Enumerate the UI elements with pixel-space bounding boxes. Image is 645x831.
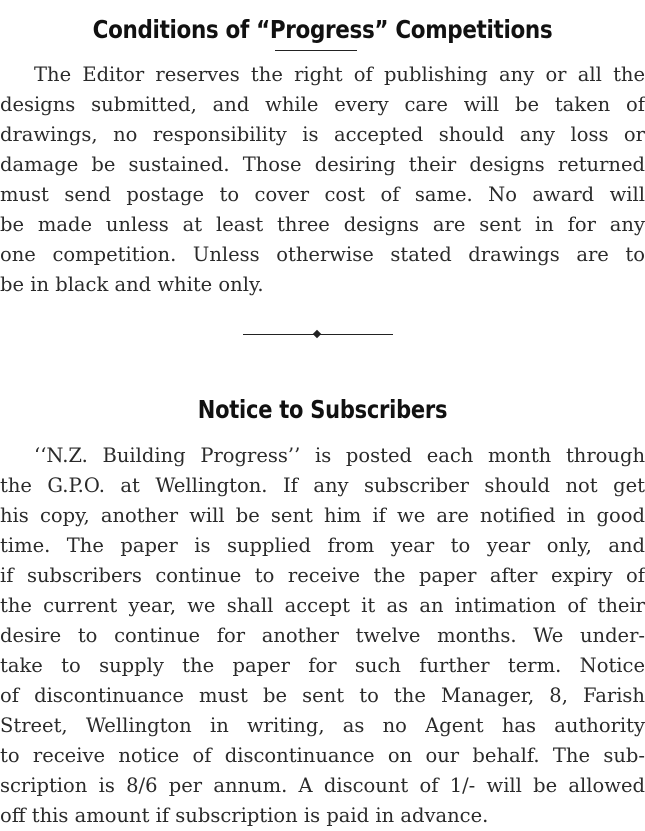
paragraph-line: the G.P.O. at Wellington. If any subscriber should not get [0, 474, 645, 497]
paragraph-line: take to supply the paper for such further term. Notice [0, 654, 645, 677]
paragraph-line: designs submitted, and while every care will be taken of [0, 93, 645, 116]
paragraph-line: off this amount if subscription is paid in advance. [0, 804, 489, 827]
heading-underline-rule [275, 50, 357, 51]
paragraph-line: damage be sustained. Those desiring their designs returned [0, 153, 645, 176]
notice-heading: Notice to Subscribers [197, 394, 448, 424]
paragraph-line: be in black and white only. [0, 273, 264, 296]
divider-diamond-ornament [313, 330, 321, 338]
paragraph-line: The Editor reserves the right of publishing any or all the [34, 63, 645, 86]
paragraph-line: the current year, we shall accept it as an intimation of their [0, 594, 645, 617]
paragraph-line: if subscribers continue to receive the paper after expiry of [0, 564, 645, 587]
conditions-paragraph [0, 60, 645, 300]
paragraph-line: to receive notice of discontinuance on our behalf. The sub- [0, 744, 645, 767]
paragraph-line: must send postage to cover cost of same. No award will [0, 183, 645, 206]
paragraph-line: of discontinuance must be sent to the Manager, 8, Farish [0, 684, 645, 707]
paragraph-line: one competition. Unless otherwise stated drawings are to [0, 243, 645, 266]
paragraph-line: desire to continue for another twelve months. We under- [0, 624, 645, 647]
paragraph-line: scription is 8/6 per annum. A discount of 1/- will be allowed [0, 774, 645, 797]
conditions-heading: Conditions of “Progress” Competitions [92, 14, 553, 44]
paragraph-line: his copy, another will be sent him if we are notified in good [0, 504, 645, 527]
notice-paragraph [0, 441, 645, 831]
paragraph-line: time. The paper is supplied from year to year only, and [0, 534, 645, 557]
paragraph-line: drawings, no responsibility is accepted should any loss or [0, 123, 645, 146]
paragraph-line: Street, Wellington in writing, as no Agent has authority [0, 714, 645, 737]
paragraph-line: ‘‘N.Z. Building Progress’’ is posted each month through [34, 444, 645, 467]
paragraph-line: be made unless at least three designs are sent in for any [0, 213, 645, 236]
